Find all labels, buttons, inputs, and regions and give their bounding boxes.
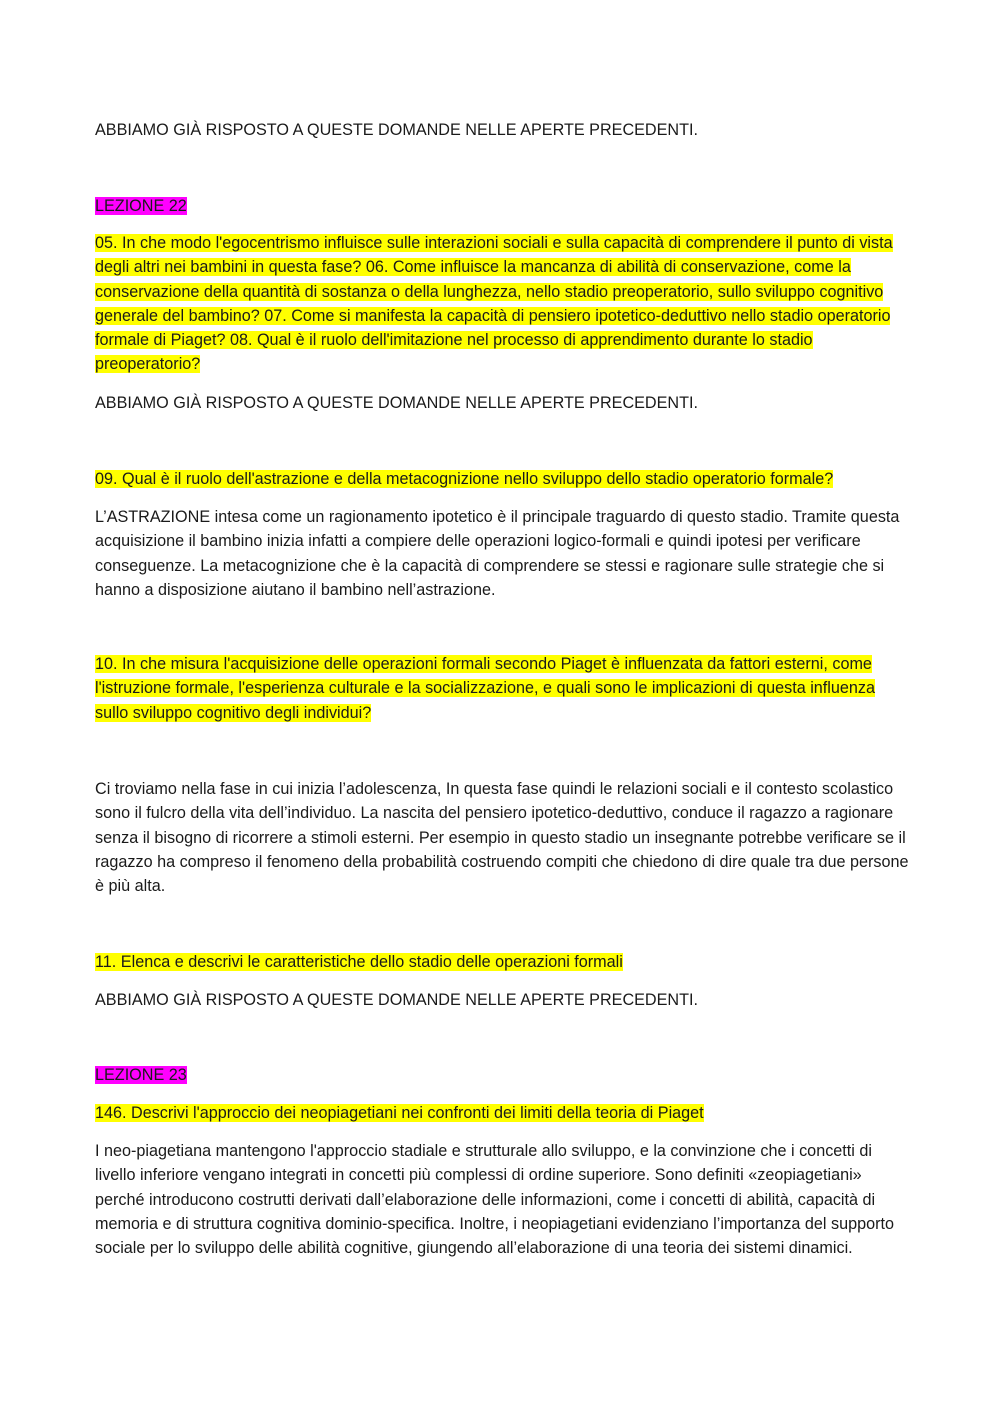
question-10: 10. In che misura l'acquisizione delle operazioni formali secondo Piaget è influenzata da fattori esterni, come l'istruzione formale, l'esperienza culturale e la socializzazione, e quali sono le implicazioni di questa influenza sullo sviluppo cognitivo degli individui?	[95, 655, 876, 722]
note-already-answered	[95, 988, 910, 1012]
answer-09: L’ASTRAZIONE intesa come un ragionamento ipotetico è il principale traguardo di questo stadio. Tramite questa acquisizione il bambino inizia infatti a compiere delle operazioni logico-formali e quindi ipotesi per verificare conseguenze. La metacognizione che è la capacità di comprendere se stessi e ragionare sulle strategie che si hanno a disposizione aiutano il bambino nell’astrazione.	[95, 508, 900, 599]
lesson-heading	[95, 1063, 910, 1087]
note-text: ABBIAMO GIÀ RISPOSTO A QUESTE DOMANDE NELLE APERTE PRECEDENTI.	[95, 394, 698, 412]
lesson-22-label: LEZIONE 22	[95, 197, 187, 215]
note-text: ABBIAMO GIÀ RISPOSTO A QUESTE DOMANDE NELLE APERTE PRECEDENTI.	[95, 991, 698, 1009]
note-already-answered	[95, 118, 910, 142]
lesson-heading	[95, 194, 910, 218]
note-already-answered	[95, 391, 910, 415]
question-11: 11. Elenca e descrivi le caratteristiche dello stadio delle operazioni formali	[95, 953, 623, 971]
question-block	[95, 231, 910, 377]
note-text: ABBIAMO GIÀ RISPOSTO A QUESTE DOMANDE NELLE APERTE PRECEDENTI.	[95, 121, 698, 139]
questions-05-08: 05. In che modo l'egocentrismo influisce sulle interazioni sociali e sulla capacità di comprendere il punto di vista degli altri nei bambini in questa fase? 06. Come influisce la mancanza di abilità di conservazione, come la conservazione della quantità di sostanza o della lunghezza, nello stadio preoperatorio, sullo sviluppo cognitivo generale del bambino? 07. Come si manifesta la capacità di pensiero ipotetico-deduttivo nello stadio operatorio formale di Piaget? 08. Qual è il ruolo dell'imitazione nel processo di apprendimento durante lo stadio preoperatorio?	[95, 234, 893, 374]
question-block	[95, 950, 910, 974]
question-block	[95, 652, 910, 725]
lesson-23-label: LEZIONE 23	[95, 1066, 187, 1084]
answer-146: I neo-piagetiana mantengono l'approccio stadiale e strutturale allo sviluppo, e la convinzione che i concetti di livello inferiore vengano integrati in concetti più complessi di ordine superiore. Sono definiti «zeopiagetiani» perché introducono costrutti derivati dall’elaborazione delle informazioni, come i concetti di abilità, capacità di memoria e di struttura cognitiva dominio-specifica. Inoltre, i neopiagetiani evidenziano l’importanza del supporto sociale per lo sviluppo delle abilità cognitive, giungendo all’elaborazione di una teoria dei sistemi dinamici.	[95, 1142, 895, 1258]
question-146: 146. Descrivi l'approccio dei neopiagetiani nei confronti dei limiti della teoria di Piaget	[95, 1104, 704, 1122]
question-block	[95, 1101, 910, 1125]
answer-10: Ci troviamo nella fase in cui inizia l’adolescenza, In questa fase quindi le relazioni sociali e il contesto scolastico sono il fulcro della vita dell’individuo. La nascita del pensiero ipotetico-deduttivo, conduce il ragazzo a ragionare senza il bisogno di ricorrere a stimoli esterni. Per esempio in questo stadio un insegnante potrebbe verificare se il ragazzo ha compreso il fenomeno della probabilità costruendo compiti che chiedono di dire quale tra due persone è più alta.	[95, 780, 909, 896]
question-09: 09. Qual è il ruolo dell'astrazione e della metacognizione nello sviluppo dello stadio operatorio formale?	[95, 470, 834, 488]
question-block	[95, 467, 910, 491]
